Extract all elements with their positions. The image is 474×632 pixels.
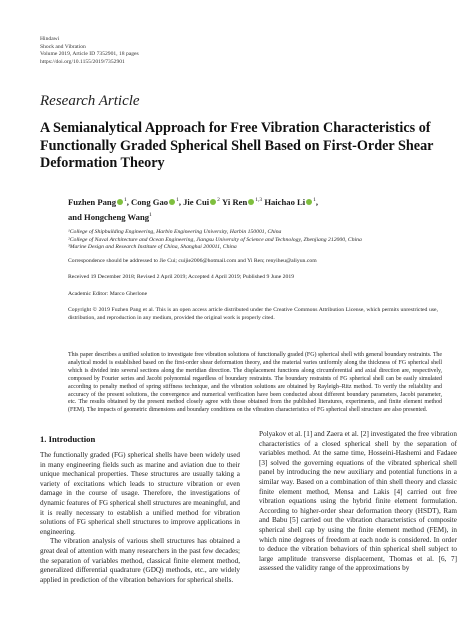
orcid-icon[interactable] [117,199,123,205]
author[interactable]: Jie Cui $^2$ [183,196,220,207]
orcid-icon[interactable] [210,199,216,205]
section-heading: 1. Introduction [40,434,96,444]
author-list [68,194,448,224]
orcid-icon[interactable] [169,199,175,205]
masthead [40,36,139,66]
volume-info: Volume 2019, Article ID 7352901, 18 pages [40,51,139,58]
paragraph: Polyakov et al. [1] and Zaera et al. [2] investigated the free vibration characteristics of a closed spherical shell by the separation of variables method. At the same time, Hosseini-Hashemi and Fadaee [3] solved the governing equations of the vibrated spherical shell panel by introducing the new auxiliary and potential functions in a similar way. Based on a combination of thin shell theory and classic finite element method, Mensa and Lakis [4] carried out free vibration equations using the hybrid finite element formulation. According to higher-order shear deformation theory (HSDT), Ram and Babu [5] carried out the vibration characteristics of composite spherical shell cap by using the finite element method (FEM), in which nine degrees of freedom at each node is considered. In order to deduce the vibration behaviors of thin spherical shell subject to large amplitude transverse displacement, Thomas et al. [6, 7] assessed the validity range of the approximations by [259,430,457,573]
article-title: A Semianalytical Approach for Free Vibration Characteristics of Functionally Graded Spherical Shell Based on First-Order Shear Deformation Theory [40,120,434,171]
academic-editor: Academic Editor: Marco Gherlone [68,291,148,297]
paragraph: The functionally graded (FG) spherical shells have been widely used in many engineering fields such as marine and aviation due to their unique mechanical properties. These structures are usually taking a variety of excitations which leads to structure vibration or even damage in the course of usage. Therefore, the investigations of dynamic features of FG spherical shell structures are meaningful, and it is really necessary to establish a unified method for vibration solutions of FG spherical shell structures to improve applications in engineering. [40,451,240,536]
journal-name: Shock and Vibration [40,43,86,50]
author[interactable]: Haichao Li $^1$, [264,196,319,207]
publisher-name: Hindawi [40,36,60,42]
copyright-notice: Copyright © 2019 Fuzhen Pang et al. This is an open access article distributed under the Creative Commons Attribution License, which permits unrestricted use, distribution, and reproduction in any medium, provided the original work is properly cited. [68,307,438,321]
left-column [40,451,240,585]
paragraph: The vibration analysis of various shell structures has obtained a great deal of attention with many researchers in the past few decades; the separation of variables method, classical finite element method, generalized differential quadrature (GDQ) methods, etc., are widely applied in prediction of the vibration behaviors for spherical shells. [40,537,240,584]
affiliation: ²College of Naval Architecture and Ocean Engineering, Jiangsu University of Science and Technology, Zhenjiang 212000, China [68,236,362,243]
publication-dates: Received 19 December 2018; Revised 2 April 2019; Accepted 4 April 2019; Published 9 June 2019 [68,274,295,280]
affiliations [68,229,438,252]
correspondence: Correspondence should be addressed to Jie Cui; cuijie2006@hotmail.com and Yi Ren; renyiheu@aliyun.com [68,258,317,264]
author[interactable]: Cong Gao $^1$, [131,196,184,207]
abstract: This paper describes a unified solution to investigate free vibration solutions of functionally graded (FG) spherical shell with general boundary restraints. The analytical model is established based on the first-order shear deformation theory, and the material varies uniformly along the thickness of FG spherical shell which is divided into several sections along the meridian direction. The displacement functions along circumferential and axial direction are, respectively, composed by Fourier series and Jacobi polynomial regardless of boundary restraints. The boundary restraints of FG spherical shell can be easily simulated according to penalty method of spring stiffness technique, and the vibration solutions are obtained by Rayleigh–Ritz method. To verify the reliability and accuracy of the present solutions, the convergence and numerical verification have been conducted about different boundary parameters, Jacobi parameter, etc. The results obtained by the present method closely agree with those obtained from the published literatures, experiments, and finite element method (FEM). The impacts of geometric dimensions and boundary conditions on the vibration characteristics of FG spherical shell structure are also presented. [68,352,442,414]
affiliation: ³Marine Design and Research Institute of China, Shanghai 200011, China [68,244,237,250]
author[interactable]: Fuzhen Pang $^1$, [68,196,132,207]
orcid-icon[interactable] [306,199,312,205]
author[interactable]: and Hongcheng Wang$^1$ [68,211,152,222]
article-type: Research Article [40,93,140,109]
right-column [259,430,457,574]
doi-link[interactable]: https://doi.org/10.1155/2019/7352901 [40,58,125,65]
author[interactable]: Yi Ren $^{1,3}$ [222,196,263,207]
orcid-icon[interactable] [248,199,254,205]
affiliation: ¹College of Shipbuilding Engineering, Harbin Engineering University, Harbin 150001, China [68,229,282,235]
